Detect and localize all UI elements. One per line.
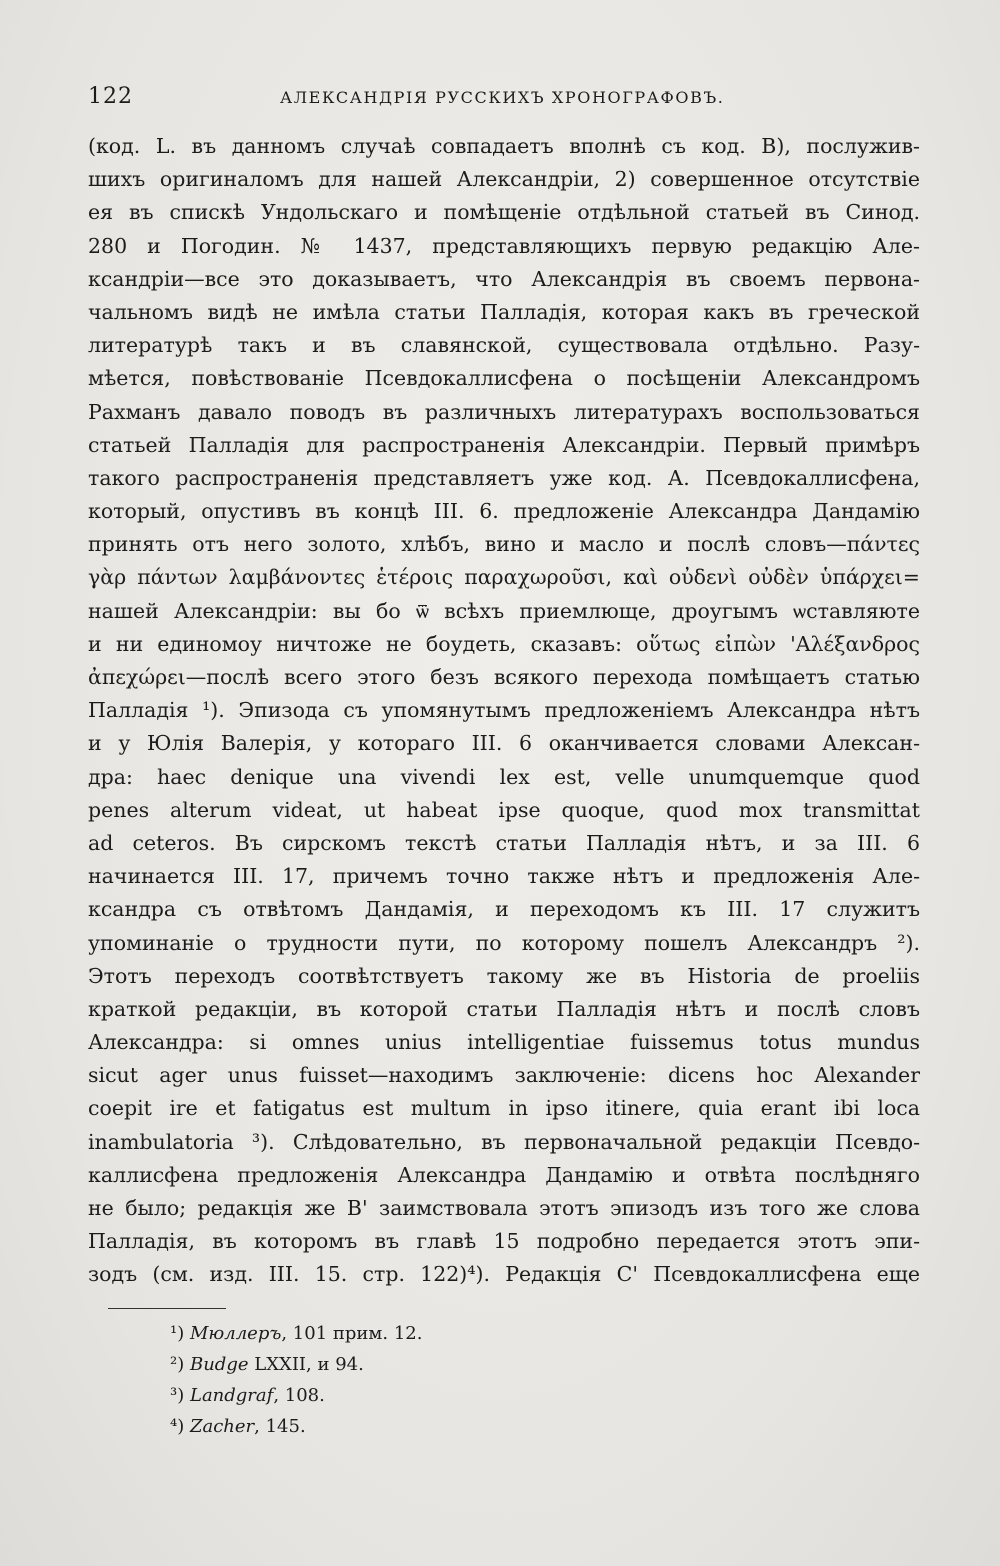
text-line: inambulatoria ³). Слѣдовательно, въ первоначальной редакціи Псевдо- [88,1129,920,1154]
text-line: не было; редакція же В' заимствовала этотъ эпизодъ изъ того же слова [88,1196,920,1220]
text-line: Палладія, въ которомъ въ главѣ 15 подробно передается этотъ эпи- [88,1229,920,1254]
text-line: Этотъ переходъ соотвѣтствуетъ такому же въ Historia de proeliis [88,963,920,988]
footnote [170,1411,670,1442]
running-title: АЛЕКСАНДРІЯ РУССКИХЪ ХРОНОГРАФОВЪ. [280,88,725,107]
body-text [88,130,920,1292]
text-line: и ни единомоу ничтоже не боудеть, сказавъ: οὕτως εἰπὼν 'Αλέξανδρος [88,631,920,656]
text-line: penes alterum videat, ut habeat ipse quoque, quod mox transmittat [88,797,920,822]
text-line: дра: haec denique una vivendi lex est, velle unumquemque quod [88,764,920,789]
footnote-text: , 101 прим. 12. [281,1323,423,1344]
footnote-mark: ¹) [170,1323,185,1344]
footnotes [170,1318,670,1442]
text-line: краткой редакціи, въ которой статьи Палладія нѣтъ и послѣ словъ [88,996,920,1021]
footnote [170,1380,670,1411]
running-head [88,84,918,114]
text-line: чальномъ видѣ не имѣла статьи Палладія, которая какъ въ греческой [88,299,920,324]
footnote-text: , 108. [273,1385,325,1406]
text-line: ad ceteros. Въ сирскомъ текстѣ статьи Палладія нѣтъ, и за III. 6 [88,830,920,855]
text-line: sicut ager unus fuisset—находимъ заключеніе: dicens hoc Alexander [88,1063,920,1088]
text-line: Александра: si omnes unius intelligentiae fuissemus totus mundus [88,1030,920,1055]
text-line: принять отъ него золото, хлѣбъ, вино и масло и послѣ словъ—πάντες [88,532,920,557]
text-line: (код. L. въ данномъ случаѣ совпадаетъ вполнѣ съ код. В), послужив- [88,134,920,158]
footnote [170,1349,670,1380]
text-line: 280 и Погодин. № 1437, представляющихъ первую редакцію Але- [88,233,920,258]
text-line: ея въ спискѣ Ундольскаго и помѣщеніе отдѣльной статьей въ Синод. [88,200,920,225]
footnote [170,1318,670,1349]
text-line: ἀπεχώρει—послѣ всего этого безъ всякого перехода помѣщаетъ статью [88,665,920,689]
text-line: coepit ire et fatigatus est multum in ipso itinere, quia erant ibi loca [88,1096,920,1121]
text-line: такого распространенія представляетъ уже код. А. Псевдокаллисфена, [88,465,920,490]
footnote-reference: Landgraf [189,1385,274,1406]
text-line: упоминаніе о трудности пути, по которому пошелъ Александръ ²). [88,930,920,955]
footnote-reference: Budge [189,1354,249,1375]
text-line: ксандріи—все это доказываетъ, что Александрія въ своемъ первона- [88,266,920,291]
text-line: зодъ (см. изд. III. 15. стр. 122)⁴). Редакція С' Псевдокаллисфена еще [88,1262,920,1287]
footnote-mark: ³) [170,1385,185,1406]
text-line: Палладія ¹). Эпизода съ упомянутымъ предложеніемъ Александра нѣтъ [88,698,920,723]
text-line: статьей Палладія для распространенія Александріи. Первый примѣръ [88,432,920,457]
footnote-mark: ⁴) [170,1416,185,1437]
footnote-rule [108,1308,226,1309]
page-number: 122 [88,84,133,109]
footnote-text: , 145. [254,1416,306,1437]
footnote-text: LXXII, и 94. [248,1354,364,1375]
text-line: нашей Александріи: вы бо ѿ всѣхъ приемлюще, дроугымъ ѡставляюте [88,598,920,623]
text-line: литературѣ такъ и въ славянской, существовала отдѣльно. Разу- [88,333,920,358]
text-line: ксандра съ отвѣтомъ Дандамія, и переходомъ къ III. 17 служитъ [88,897,920,922]
text-line: мѣется, повѣствованіе Псевдокаллисфена о посѣщеніи Александромъ [88,366,920,391]
footnote-reference: Zacher [189,1416,255,1437]
text-line: γὰρ πάντων λαμβάνοντες ἑτέροις παραχωροῦσι, καὶ οὐδενὶ οὐδὲν ὑπάρχει= [88,565,920,590]
text-line: каллисфена предложенія Александра Дандамію и отвѣта послѣдняго [88,1162,920,1187]
footnote-reference: Мюллеръ [189,1323,282,1344]
text-line: который, опустивъ въ концѣ III. 6. предложеніе Александра Дандамію [88,499,920,524]
text-line: начинается III. 17, причемъ точно также нѣтъ и предложенія Але- [88,864,920,889]
text-line: и у Юлія Валерія, у котораго III. 6 оканчивается словами Алексан- [88,731,920,756]
footnote-mark: ²) [170,1354,185,1375]
text-line: Рахманъ давало поводъ въ различныхъ литературахъ воспользоваться [88,399,920,424]
text-line: шихъ оригиналомъ для нашей Александріи, 2) совершенное отсутствіе [88,167,920,192]
